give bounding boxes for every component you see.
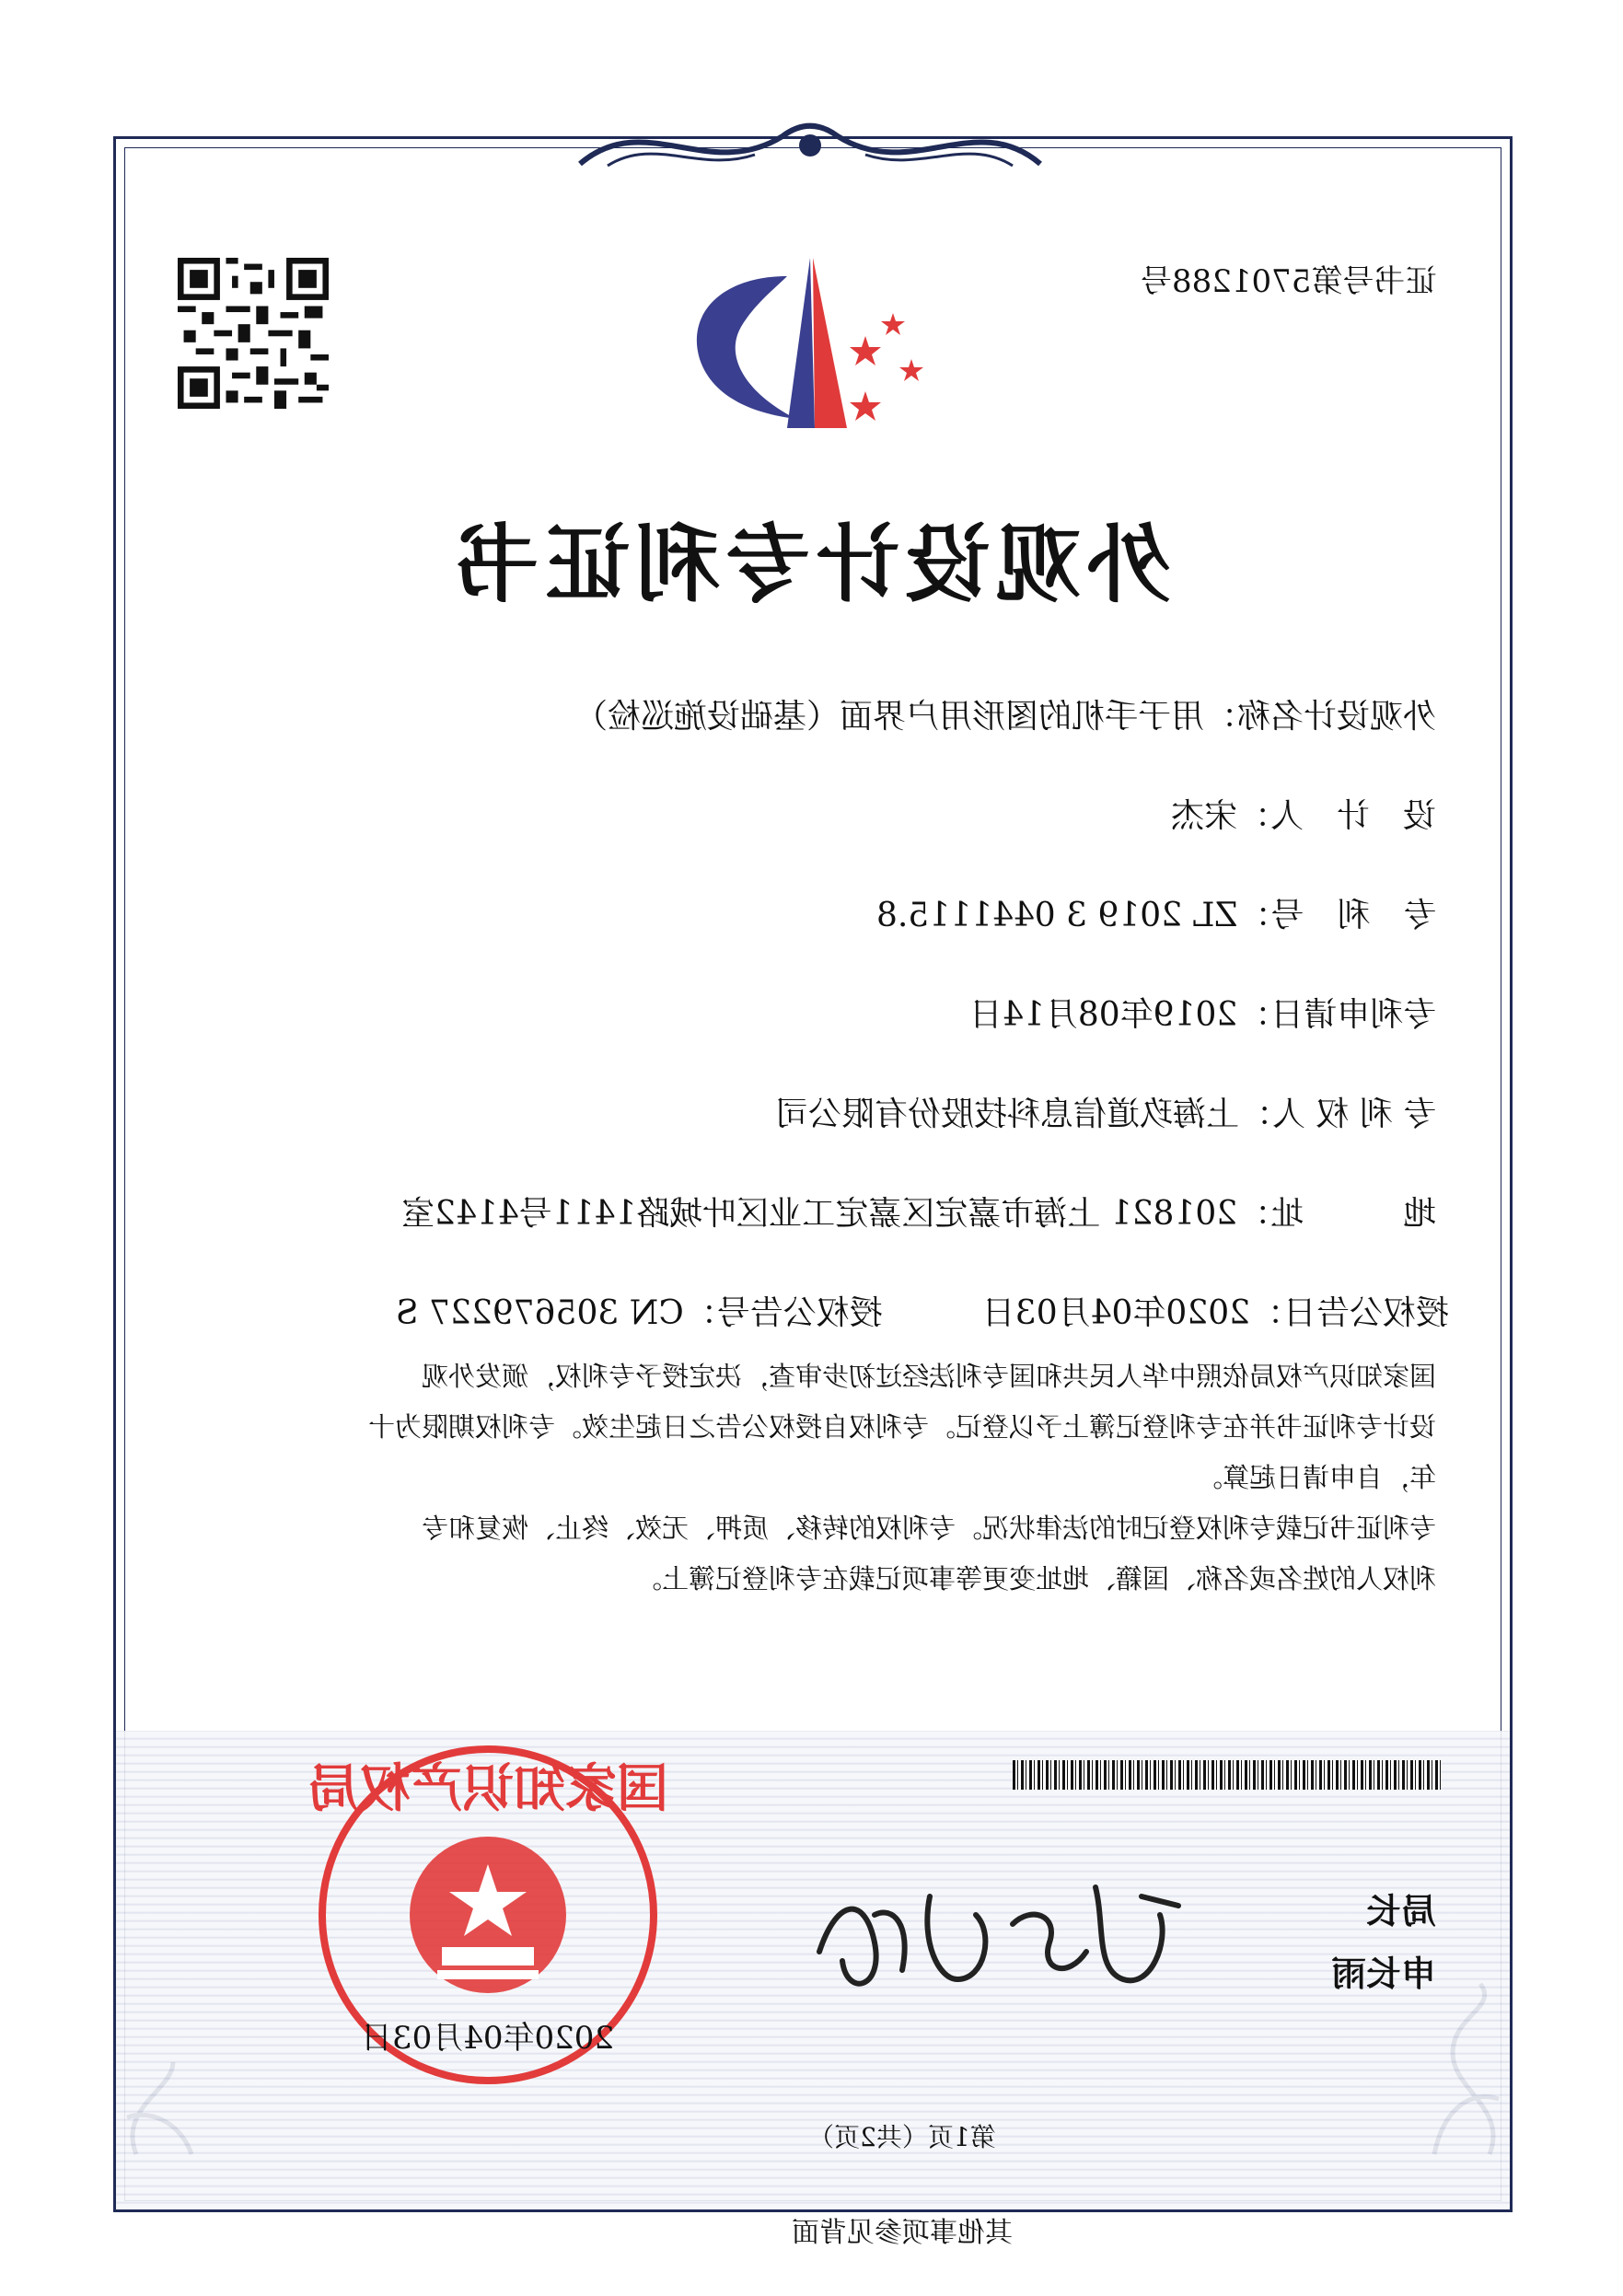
certificate-title: 外观设计专利证书 <box>448 515 1171 614</box>
paragraph-line-2: 设计专利证书并在专利登记簿上予以登记。专利权自授权公告之日起生效。专利权期限为十 <box>367 1411 1436 1443</box>
field-patentee: 专 利 权 人：上海玖道信息科技股份有限公司 <box>774 1096 1436 1133</box>
field-designer: 设 计 人：宋杰 <box>1170 797 1436 835</box>
barcode <box>1013 1760 1441 1790</box>
certificate-number: 证书号第5701288号 <box>1140 263 1436 300</box>
field-design-name: 外观设计名称：用于手机的图形用户界面（基础设施巡检） <box>574 698 1436 736</box>
paragraph-line-4: 专利证书记载专利权登记时的法律状况。专利权的转移、质押、无效、终止、恢复和专 <box>421 1513 1436 1544</box>
patent-office-logo <box>686 249 934 442</box>
top-ornament <box>571 99 1049 191</box>
director-signature <box>792 1841 1197 2025</box>
director-title: 局长 <box>1365 1891 1436 1931</box>
seal-text: 国家知识产权局 <box>307 1758 668 1819</box>
director-name: 申长雨 <box>1330 1954 1436 1994</box>
page-number: 第1页（共2页） <box>808 2122 996 2152</box>
seal-date: 2020年04月03日 <box>361 2020 615 2057</box>
paragraph-line-3: 年，自申请日起算。 <box>1195 1462 1436 1493</box>
paragraph-line-5: 利权人的姓名或名称、国籍、地址变更等事项记载在专利登记簿上。 <box>634 1563 1436 1594</box>
field-patent-number: 专 利 号：ZL 2019 3 0441115.8 <box>875 897 1436 934</box>
paragraph-line-1: 国家知识产权局依照中华人民共和国专利法经过初步审查，决定授予专利权，颁发外观 <box>421 1361 1436 1392</box>
back-note: 其他事项参见背面 <box>792 2217 1013 2249</box>
field-address: 地 址：201821 上海市嘉定区嘉定工业区叶城路1411号4142室 <box>400 1195 1436 1233</box>
director-block <box>1298 1880 1436 2005</box>
field-grant-dates: 授权公告日：2020年04月03日 授权公告号：CN 305679227 S <box>396 1294 1450 1332</box>
qr-code <box>178 258 329 409</box>
field-application-date: 专利申请日：2019年08月14日 <box>968 996 1436 1034</box>
